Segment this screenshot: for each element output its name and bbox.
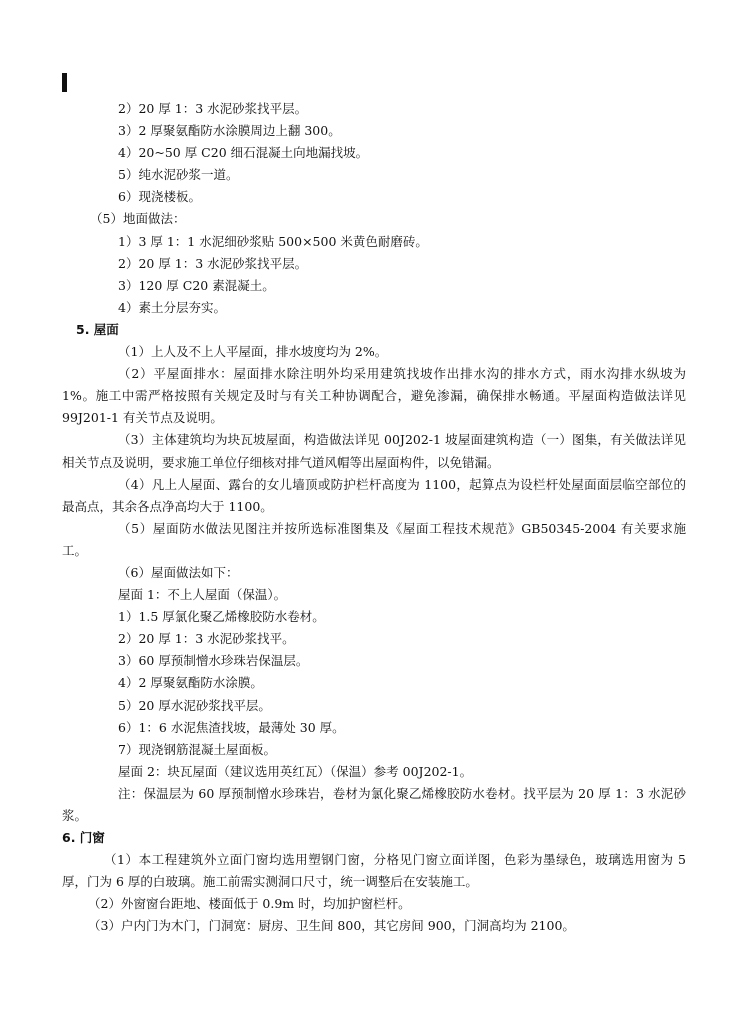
paragraph: （2）平屋面排水：屋面排水除注明外均采用建筑找坡作出排水沟的排水方式，雨水沟排水纵坡为 1%。施工中需严格按照有关规定及时与有关工种协调配合，避免渗漏，确保排水畅通。平屋面构造做法详见 99J201-1 有关节点及说明。 xyxy=(62,366,686,426)
text-line: 1）3 厚 1：1 水泥细砂浆贴 500×500 米黄色耐磨砖。 xyxy=(118,233,428,249)
paragraph: （5）屋面防水做法见图注并按所选标准图集及《屋面工程技术规范》GB50345-2004 有关要求施工。 xyxy=(62,520,686,558)
text-line: 3）120 厚 C20 素混凝土。 xyxy=(118,277,275,293)
text-line: 4）20~50 厚 C20 细石混凝土向地漏找坡。 xyxy=(118,145,369,161)
text-line: 5）20 厚水泥砂浆找平层。 xyxy=(118,697,271,713)
text-line: 5）纯水泥砂浆一道。 xyxy=(118,167,239,183)
document-body xyxy=(62,98,686,938)
text-line: 屋面 1：不上人屋面（保温）。 xyxy=(118,587,287,603)
paragraph: （4）凡上人屋面、露台的女儿墙顶或防护栏杆高度为 1100，起算点为设栏杆处屋面面层临空部位的最高点，其余各点净高均大于 1100。 xyxy=(62,476,686,514)
section-heading-roof: 5. 屋面 xyxy=(76,321,119,337)
note-paragraph: 注：保温层为 60 厚预制憎水珍珠岩，卷材为氯化聚乙烯橡胶防水卷材。找平层为 20 厚 1：3 水泥砂浆。 xyxy=(62,785,686,823)
text-line: 6）1：6 水泥焦渣找坡，最薄处 30 厚。 xyxy=(118,719,345,735)
text-line: 屋面 2：块瓦屋面（建议选用英红瓦）（保温）参考 00J202-1。 xyxy=(118,763,473,779)
text-line: 2）20 厚 1：3 水泥砂浆找平。 xyxy=(118,631,295,647)
section-heading-doors-windows: 6. 门窗 xyxy=(62,830,105,846)
subsection-heading: （5）地面做法： xyxy=(90,211,186,227)
text-line: （6）屋面做法如下： xyxy=(118,564,239,580)
text-line: （3）户内门为木门，门洞宽：厨房、卫生间 800，其它房间 900，门洞高均为 2100。 xyxy=(88,918,575,934)
text-line: 3）2 厚聚氨酯防水涂膜周边上翻 300。 xyxy=(118,123,341,139)
text-line: 4）2 厚聚氨酯防水涂膜。 xyxy=(118,675,263,691)
text-line: 7）现浇钢筋混凝土屋面板。 xyxy=(118,741,276,757)
text-line: 3）60 厚预制憎水珍珠岩保温层。 xyxy=(118,653,309,669)
text-line: 2）20 厚 1：3 水泥砂浆找平层。 xyxy=(118,101,308,116)
text-line: 1）1.5 厚氯化聚乙烯橡胶防水卷材。 xyxy=(118,609,325,625)
paragraph: （1）本工程建筑外立面门窗均选用塑钢门窗，分格见门窗立面详图，色彩为墨绿色，玻璃选用窗为 5 厚，门为 6 厚的白玻璃。施工前需实测洞口尺寸，统一调整后在安装施工。 xyxy=(62,852,686,890)
section-marker xyxy=(62,73,67,92)
text-line: （1）上人及不上人平屋面，排水坡度均为 2%。 xyxy=(118,344,388,360)
text-line: 6）现浇楼板。 xyxy=(118,189,201,205)
text-line: （2）外窗窗台距地、楼面低于 0.9m 时，均加护窗栏杆。 xyxy=(88,896,411,912)
text-line: 2）20 厚 1：3 水泥砂浆找平层。 xyxy=(118,255,308,271)
text-line: 4）素土分层夯实。 xyxy=(118,299,226,315)
paragraph: （3）主体建筑均为块瓦坡屋面，构造做法详见 00J202-1 坡屋面建筑构造（一）图集，有关做法详见相关节点及说明，要求施工单位仔细核对排气道风帽等出屋面构件，以免错漏。 xyxy=(62,432,686,470)
